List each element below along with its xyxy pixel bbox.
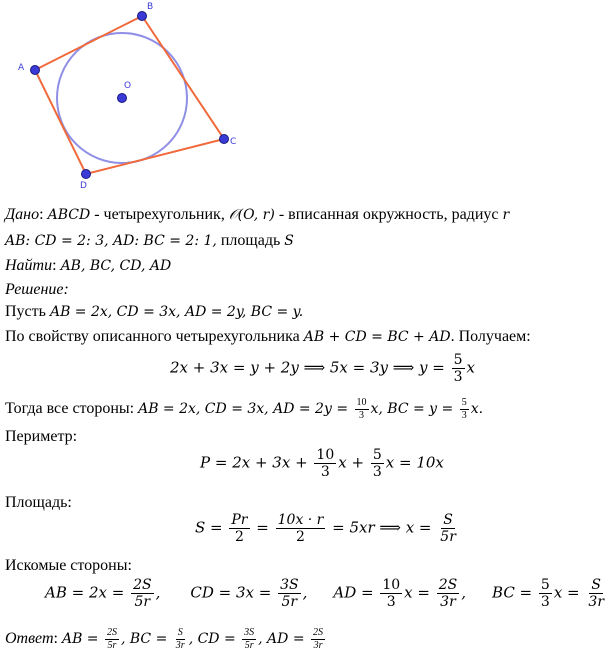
label-d: D — [80, 181, 87, 191]
point-c — [220, 135, 229, 144]
answer-line: Ответ: AB = $\frac{2S}{5r}$ , BC = $\frac{S}{3r}$ , CD = $\frac{3S}{5r}$ , AD = $\frac{2S}{3r}$ — [5, 627, 324, 651]
quadrilateral-abcd — [35, 16, 224, 174]
quadrilateral-figure — [0, 0, 250, 195]
sides-line: Тогда все стороны: AB = 2x, CD = 3x, AD = 2y = $\frac{10}{3}$ x, BC = y = $\frac{5}{3}$ x. — [5, 397, 484, 421]
property-line: По свойству описанного четырехугольника AB + CD = BC + AD. Получаем: — [5, 328, 531, 345]
point-b — [138, 12, 147, 21]
solution-heading: Решение: — [5, 281, 69, 298]
label-a: A — [18, 63, 25, 73]
perimeter-heading: Периметр: — [5, 428, 78, 445]
given-line: Дано: ABCD - четырехугольник, 𝒪(O, r) - вписанная окружность, радиус r — [5, 206, 510, 223]
area-equation: S = $\frac{Pr}{2}$ = $\frac{10x \cdot r}{2}$ = 5xr ⟹ x = $\frac{S}{5r}$ — [195, 512, 456, 545]
label-o: O — [124, 81, 132, 91]
label-b: B — [147, 2, 154, 12]
area-heading: Площадь: — [5, 494, 72, 511]
label-c: C — [230, 137, 237, 147]
ratios-line: AB: CD = 2: 3, AD: BC = 2: 1, площадь S — [5, 232, 294, 249]
result-equations: AB = 2x = $\frac{2S}{5r}$ , CD = 3x = $\frac{3S}{5r}$ , AD = $\frac{10}{3}$ x = $\frac{2S}{3r}$ , BC = $\frac{5}{3}$ x = $\frac{S}{3r}$ — [45, 577, 605, 610]
find-word: Найти — [5, 257, 53, 274]
perimeter-equation: P = 2x + 3x + $\frac{10}{3}$ x + $\frac{5}{3}$ x = 10x — [200, 447, 444, 480]
point-d — [82, 170, 91, 179]
let-line: Пусть AB = 2x, CD = 3x, AD = 2y, BC = y. — [5, 303, 304, 320]
equation-y: 2x + 3x = y + 2y ⟹ 5x = 3y ⟹ y = $\frac{5}{3}$ x — [170, 352, 475, 385]
result-heading: Искомые стороны: — [5, 557, 132, 574]
find-line: Найти: AB, BC, CD, AD — [5, 257, 172, 274]
given-word: Дано — [5, 206, 40, 223]
point-o — [118, 94, 127, 103]
point-a — [31, 66, 40, 75]
answer-word: Ответ — [5, 630, 54, 648]
